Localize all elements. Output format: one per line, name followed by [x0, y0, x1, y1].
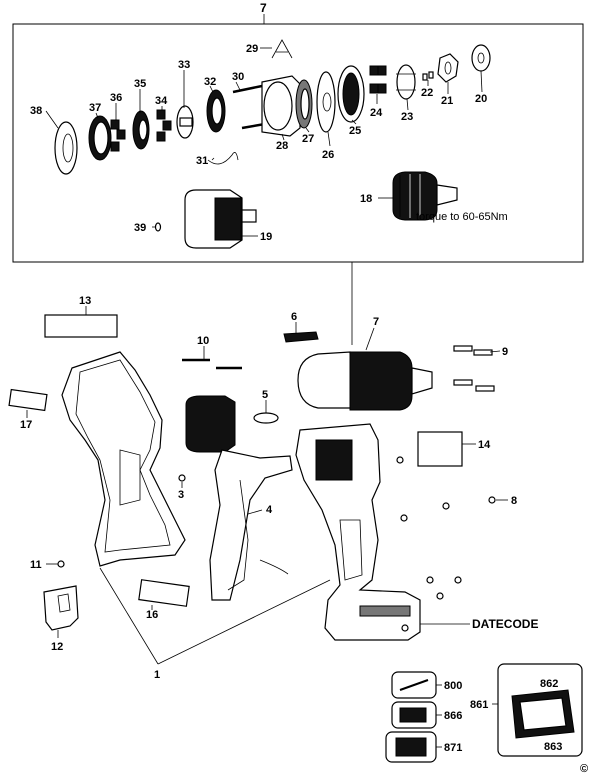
label-19: 19: [260, 231, 273, 243]
label-36: 36: [110, 92, 123, 104]
part-31-wire-spring: [208, 152, 238, 164]
label-14: 14: [478, 439, 491, 451]
part-38-washer: [55, 122, 77, 174]
part-17-label: [9, 390, 47, 411]
part-24-balls: [370, 66, 386, 93]
label-29: 29: [246, 43, 259, 55]
label-5: 5: [262, 389, 269, 401]
part-9-screws: [454, 346, 500, 391]
part-13-label: [45, 315, 117, 337]
part-33-carrier: [177, 106, 193, 138]
label-12: 12: [51, 641, 64, 653]
label-26: 26: [322, 149, 335, 161]
label-37: 37: [89, 102, 102, 114]
part-866-battery: [392, 702, 442, 728]
label-31: 31: [196, 155, 209, 167]
part-7-gearbox-assembly: [298, 328, 432, 410]
label-11: 11: [30, 559, 42, 571]
label-3: 3: [178, 489, 185, 501]
label-18: 18: [360, 193, 373, 205]
part-39-washer: [156, 223, 161, 231]
label-35: 35: [134, 78, 147, 90]
part-34-planet-gears: [157, 110, 171, 141]
part-32-ring-gear: [207, 90, 225, 132]
label-7-top: 7: [260, 1, 267, 15]
label-20: 20: [475, 93, 488, 105]
label-13: 13: [79, 295, 92, 307]
label-30: 30: [232, 71, 245, 83]
label-39: 39: [134, 222, 147, 234]
label-8: 8: [511, 495, 518, 507]
part-23-spindle-carrier: [396, 65, 416, 99]
motor-switch-assembly: [186, 396, 292, 600]
part-36-planet-gears: [111, 120, 125, 151]
label-800: 800: [444, 680, 463, 692]
label-862: 862: [540, 678, 559, 690]
gearbox-exploded-group: [13, 14, 583, 345]
part-11-screw: [46, 561, 64, 567]
part-30-pins: [233, 86, 265, 128]
part-10-pins: [182, 346, 242, 368]
label-17: 17: [20, 419, 33, 431]
part-800-bit: [392, 672, 442, 698]
label-27: 27: [302, 133, 315, 145]
label-22: 22: [421, 87, 434, 99]
label-7: 7: [373, 316, 380, 328]
label-32: 32: [204, 76, 217, 88]
part-22-pins: [423, 72, 433, 80]
part-25-clutch-spring: [338, 66, 364, 122]
housing-half-left: [62, 352, 185, 566]
label-866: 866: [444, 710, 463, 722]
label-24: 24: [370, 107, 383, 119]
part-16-label: [139, 580, 189, 606]
label-863: 863: [544, 741, 563, 753]
part-5-switch-part: [254, 400, 278, 423]
label-10: 10: [197, 335, 210, 347]
part-27-clutch-ring: [296, 80, 312, 128]
label-38: 38: [30, 105, 43, 117]
part-28-gear-housing: [262, 76, 300, 136]
part-12-belt-clip: [44, 586, 78, 638]
part-861-case: [492, 664, 582, 756]
part-19-motor: [185, 190, 256, 248]
label-21: 21: [441, 95, 454, 107]
label-16: 16: [146, 609, 159, 621]
label-1: 1: [154, 669, 161, 681]
label-25: 25: [349, 125, 362, 137]
part-20-washer: [472, 45, 490, 71]
label-4: 4: [266, 504, 273, 516]
part-35-carrier: [133, 111, 149, 149]
part-3-screw: [179, 475, 185, 488]
datecode-label: DATECODE: [472, 617, 539, 631]
label-34: 34: [155, 95, 168, 107]
label-6: 6: [291, 311, 298, 323]
label-28: 28: [276, 140, 289, 152]
part-29-spring-clip: [272, 40, 292, 58]
torque-note: torque to 60-65Nm: [416, 211, 508, 223]
housing-half-right: [296, 424, 420, 640]
part-21-nut: [438, 54, 458, 82]
part-37-ring-gear: [89, 116, 111, 160]
label-33: 33: [178, 59, 191, 71]
label-861: 861: [470, 699, 489, 711]
part-871-charger: [386, 732, 442, 762]
copyright-mark: ©: [580, 763, 589, 775]
label-23: 23: [401, 111, 414, 123]
part-6-switch-actuator: [284, 322, 318, 342]
label-871: 871: [444, 742, 463, 754]
label-9: 9: [502, 346, 509, 358]
part-14-label: [418, 432, 476, 466]
part-26-washer: [317, 72, 335, 132]
